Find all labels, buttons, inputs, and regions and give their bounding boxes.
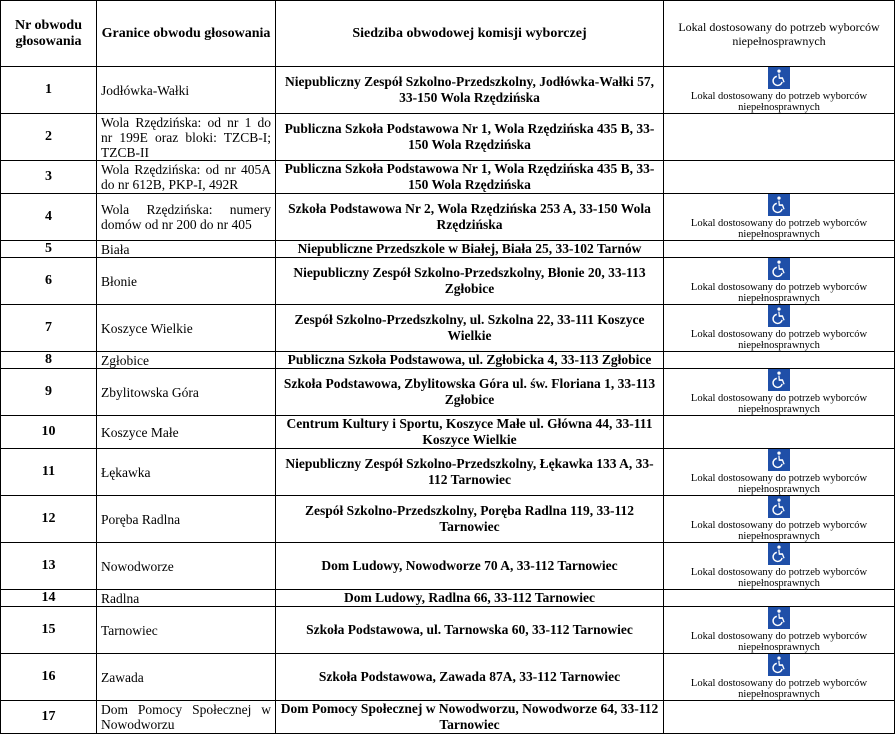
commission-seat: Publiczna Szkoła Podstawowa, ul. Zgłobicka 4, 33-113 Zgłobice [276, 352, 664, 369]
district-number: 8 [1, 352, 97, 369]
district-number: 1 [1, 67, 97, 114]
district-boundaries: Poręba Radlna [97, 496, 276, 543]
accessibility-cell [664, 543, 895, 590]
accessibility-cell [664, 67, 895, 114]
district-boundaries: Zbylitowska Góra [97, 369, 276, 416]
commission-seat: Niepubliczne Przedszkole w Białej, Biała 25, 33-102 Tarnów [276, 241, 664, 258]
accessibility-label: Lokal dostosowany do potrzeb wyborców niepełnosprawnych [690, 218, 868, 240]
table-row [1, 416, 895, 449]
table-row [1, 67, 895, 114]
table-row [1, 194, 895, 241]
district-boundaries: Nowodworze [97, 543, 276, 590]
commission-seat: Niepubliczny Zespół Szkolno-Przedszkolny, Jodłówka-Wałki 57, 33-150 Wola Rzędzińska [276, 67, 664, 114]
district-number: 16 [1, 654, 97, 701]
wheelchair-icon [768, 67, 790, 89]
district-boundaries: Wola Rzędzińska: numery domów od nr 200 do nr 405 [97, 194, 276, 241]
district-number: 17 [1, 701, 97, 734]
district-boundaries: Tarnowiec [97, 607, 276, 654]
wheelchair-icon [768, 449, 790, 471]
accessibility-cell [664, 305, 895, 352]
district-number: 5 [1, 241, 97, 258]
wheelchair-icon [768, 654, 790, 676]
header-area: Granice obwodu głosowania [97, 1, 276, 67]
wheelchair-icon [768, 258, 790, 280]
district-number: 14 [1, 590, 97, 607]
table-row [1, 654, 895, 701]
district-number: 9 [1, 369, 97, 416]
district-number: 3 [1, 161, 97, 194]
accessibility-label: Lokal dostosowany do potrzeb wyborców niepełnosprawnych [690, 473, 868, 495]
header-seat: Siedziba obwodowej komisji wyborczej [276, 1, 664, 67]
accessibility-cell [664, 654, 895, 701]
commission-seat: Dom Pomocy Społecznej w Nowodworzu, Nowodworze 64, 33-112 Tarnowiec [276, 701, 664, 734]
accessibility-label: Lokal dostosowany do potrzeb wyborców niepełnosprawnych [690, 393, 868, 415]
accessibility-label: Lokal dostosowany do potrzeb wyborców niepełnosprawnych [690, 631, 868, 653]
header-access: Lokal dostosowany do potrzeb wyborców niepełnosprawnych [664, 1, 895, 67]
commission-seat: Szkoła Podstawowa, ul. Tarnowska 60, 33-112 Tarnowiec [276, 607, 664, 654]
wheelchair-icon [768, 194, 790, 216]
accessibility-cell [664, 114, 895, 161]
header-nr: Nr obwodu głosowania [1, 1, 97, 67]
district-number: 2 [1, 114, 97, 161]
table-row [1, 161, 895, 194]
accessibility-cell [664, 590, 895, 607]
wheelchair-icon [768, 369, 790, 391]
district-number: 10 [1, 416, 97, 449]
commission-seat: Szkoła Podstawowa, Zbylitowska Góra ul. św. Floriana 1, 33-113 Zgłobice [276, 369, 664, 416]
accessibility-cell [664, 449, 895, 496]
accessibility-cell [664, 701, 895, 734]
table-row [1, 369, 895, 416]
commission-seat: Szkoła Podstawowa, Zawada 87A, 33-112 Tarnowiec [276, 654, 664, 701]
district-boundaries: Dom Pomocy Społecznej w Nowodworzu [97, 701, 276, 734]
wheelchair-icon [768, 496, 790, 518]
district-boundaries: Zawada [97, 654, 276, 701]
accessibility-label: Lokal dostosowany do potrzeb wyborców niepełnosprawnych [690, 282, 868, 304]
wheelchair-icon [768, 543, 790, 565]
table-row [1, 701, 895, 734]
accessibility-label: Lokal dostosowany do potrzeb wyborców niepełnosprawnych [690, 520, 868, 542]
table-row [1, 607, 895, 654]
commission-seat: Publiczna Szkoła Podstawowa Nr 1, Wola Rzędzińska 435 B, 33-150 Wola Rzędzińska [276, 161, 664, 194]
district-boundaries: Wola Rzędzińska: od nr 1 do nr 199E oraz bloki: TZCB-I; TZCB-II [97, 114, 276, 161]
commission-seat: Niepubliczny Zespół Szkolno-Przedszkolny, Łękawka 133 A, 33-112 Tarnowiec [276, 449, 664, 496]
accessibility-cell [664, 352, 895, 369]
table-row [1, 590, 895, 607]
district-number: 12 [1, 496, 97, 543]
commission-seat: Szkoła Podstawowa Nr 2, Wola Rzędzińska 253 A, 33-150 Wola Rzędzińska [276, 194, 664, 241]
accessibility-cell [664, 607, 895, 654]
accessibility-cell [664, 194, 895, 241]
accessibility-cell [664, 258, 895, 305]
accessibility-label: Lokal dostosowany do potrzeb wyborców niepełnosprawnych [690, 567, 868, 589]
district-number: 4 [1, 194, 97, 241]
accessibility-cell [664, 241, 895, 258]
table-row [1, 114, 895, 161]
district-boundaries: Zgłobice [97, 352, 276, 369]
accessibility-cell [664, 496, 895, 543]
district-boundaries: Biała [97, 241, 276, 258]
wheelchair-icon [768, 305, 790, 327]
district-boundaries: Koszyce Małe [97, 416, 276, 449]
district-number: 11 [1, 449, 97, 496]
header-row [1, 1, 895, 67]
accessibility-label: Lokal dostosowany do potrzeb wyborców niepełnosprawnych [690, 329, 868, 351]
table-row [1, 241, 895, 258]
district-boundaries: Jodłówka-Wałki [97, 67, 276, 114]
commission-seat: Centrum Kultury i Sportu, Koszyce Małe ul. Główna 44, 33-111 Koszyce Wielkie [276, 416, 664, 449]
commission-seat: Zespół Szkolno-Przedszkolny, ul. Szkolna 22, 33-111 Koszyce Wielkie [276, 305, 664, 352]
district-boundaries: Łękawka [97, 449, 276, 496]
wheelchair-icon [768, 607, 790, 629]
commission-seat: Dom Ludowy, Radlna 66, 33-112 Tarnowiec [276, 590, 664, 607]
table-row [1, 258, 895, 305]
table-row [1, 449, 895, 496]
commission-seat: Dom Ludowy, Nowodworze 70 A, 33-112 Tarnowiec [276, 543, 664, 590]
table-body [1, 67, 895, 734]
district-boundaries: Radlna [97, 590, 276, 607]
district-number: 6 [1, 258, 97, 305]
accessibility-label: Lokal dostosowany do potrzeb wyborców niepełnosprawnych [690, 91, 868, 113]
district-number: 7 [1, 305, 97, 352]
district-boundaries: Wola Rzędzińska: od nr 405A do nr 612B, PKP-I, 492R [97, 161, 276, 194]
table-row [1, 543, 895, 590]
commission-seat: Publiczna Szkoła Podstawowa Nr 1, Wola Rzędzińska 435 B, 33-150 Wola Rzędzińska [276, 114, 664, 161]
district-number: 15 [1, 607, 97, 654]
district-number: 13 [1, 543, 97, 590]
table-row [1, 496, 895, 543]
accessibility-cell [664, 369, 895, 416]
district-boundaries: Błonie [97, 258, 276, 305]
commission-seat: Zespół Szkolno-Przedszkolny, Poręba Radlna 119, 33-112 Tarnowiec [276, 496, 664, 543]
district-boundaries: Koszyce Wielkie [97, 305, 276, 352]
commission-seat: Niepubliczny Zespół Szkolno-Przedszkolny, Błonie 20, 33-113 Zgłobice [276, 258, 664, 305]
accessibility-label: Lokal dostosowany do potrzeb wyborców niepełnosprawnych [690, 678, 868, 700]
table-row [1, 352, 895, 369]
accessibility-cell [664, 161, 895, 194]
table-row [1, 305, 895, 352]
accessibility-cell [664, 416, 895, 449]
